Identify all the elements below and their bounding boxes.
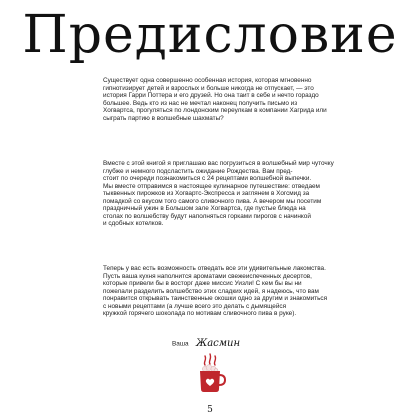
page-number: 5 [207, 405, 213, 415]
paragraph-line: пожелали разделить волшебство этих сладких идей, я надеюсь, что вам [103, 287, 319, 295]
paragraph-line: которые привели бы в восторг даже миссис Уизли! С кем бы вы ни [103, 280, 302, 287]
paragraph-3 [103, 265, 328, 318]
paragraph-line: понравится открывать таинственные окошки одно за другим и знакомиться [103, 295, 328, 302]
paragraph-2 [103, 160, 334, 228]
paragraph-line: праздничный ужин в Большом зале Хогвартса, где пустые блюда на [103, 205, 306, 212]
paragraph-line: Пусть ваша кухня наполнится ароматами свежеиспеченных десертов, [103, 272, 312, 280]
paragraph-line: сыграть партию в волшебные шахматы? [103, 114, 224, 122]
paragraph-line: помадкой со вкусом того самого сливочного пива. А вечером мы посетим [103, 197, 322, 205]
paragraph-line: Мы вместе отправимся в настоящее кулинарное путешествие: отведаем [103, 182, 320, 190]
paragraph-line: тыквенных пирожков из Хогвартс-Экспресса и заглянем в Хогсмид за [103, 190, 310, 197]
paragraph-line: столах по волшебству будут наполняться горками пирогов с начинкой [103, 212, 311, 220]
paragraph-line: Вместе с этой книгой я приглашаю вас погрузиться в волшебный мир чуточку [103, 160, 334, 167]
paragraph-line: стоит по очереди познакомиться с 24 рецептами волшебной выпечки. [103, 175, 312, 182]
paragraph-1 [103, 77, 325, 122]
steam-icon [204, 354, 215, 365]
page-title: Предисловие [22, 5, 398, 65]
signature [172, 335, 240, 353]
paragraph-line: история Гарри Поттера и его друзей. Но она таит в себе и нечто гораздо [103, 92, 319, 99]
paragraph-line: глубже и немного подсластить ожидание Рождества. Вам пред- [103, 167, 293, 175]
signature-name: Жасмин [195, 338, 241, 350]
paragraph-line: большее. Ведь кто из нас не мечтал наконец получить письмо из [103, 99, 298, 107]
paragraph-line: гипнотизирует детей и взрослых и больше никогда не отпускает, — это [103, 84, 314, 92]
paragraph-line: Теперь у вас есть возможность отведать все эти удивительные лакомства. [103, 265, 326, 272]
mug-handle [219, 375, 225, 385]
paragraph-line: Существует одна совершенно особенная история, которая мгновенно [103, 77, 312, 84]
paragraph-line: кружкой горячего шоколада по мотивам сливочного пива в руке). [103, 310, 297, 317]
signature-prefix: Ваша [172, 340, 189, 348]
paragraph-line: с новыми рецептами (а лучше всего это делать с дымящейся [103, 302, 287, 310]
hot-chocolate-mug-icon [188, 352, 232, 396]
paragraph-line: Хогвартса, прогуляться по лондонским переулкам в компании Хагрида или [103, 107, 327, 114]
paragraph-line: и сдобных котелков. [103, 220, 164, 227]
